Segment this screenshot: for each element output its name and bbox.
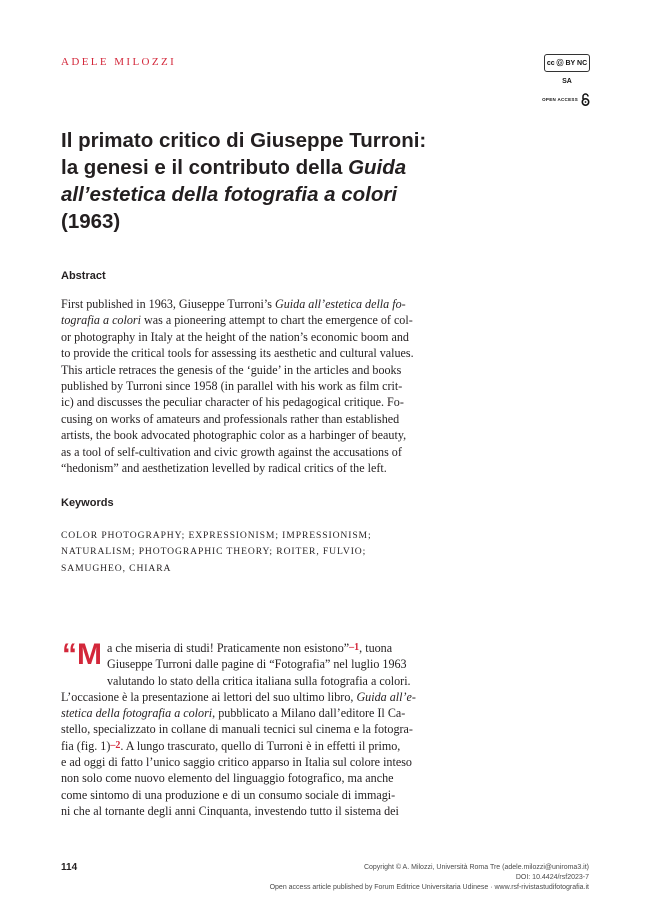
body-line: valutando lo stato della critica italiana sulla fotografia a colori. [107,673,411,688]
footer-info [270,863,589,893]
title-line-1: Il primato critico di Giuseppe Turroni: [61,129,427,152]
footer-doi[interactable]: DOI: 10.4424/rsf2023-7 [515,874,589,881]
body-line [61,738,465,754]
abstract-line: to provide the critical tools for assessing its aesthetic and cultural values. [61,346,414,361]
footer-publisher[interactable]: Open access article published by Forum Editrice Universitaria Udinese · www.rsf-rivistastudifotografia.it [269,884,589,891]
body-line: stello, specializzato in collane di manuali tecnici sul cinema e la fotogra- [61,722,413,737]
body-line: ni che al tornante degli anni Cinquanta, investendo tutto il sistema dei [61,803,399,818]
body-line: Giuseppe Turroni dalle pagine di “Fotografia” nel luglio 1963 [107,657,407,672]
body-line: L’occasione è la presentazione ai lettori del suo ultimo libro, Guida all’e- [61,689,416,704]
abstract-line: published by Turroni since 1958 (in parallel with his work as film crit- [61,379,403,394]
abstract-line: or photography in Italy at the height of the nation’s economic boom and [61,329,409,344]
open-access-lock-icon [581,93,590,106]
book-title-italic: Guida all’estetica della fo- [275,297,406,311]
body-line: e ad oggi di fatto l’unico saggio critico apparso in Italia sul colore inteso [61,755,412,770]
open-access-label: OPEN ACCESS [542,97,578,102]
abstract-line: “hedonism” and aesthetization levelled by radical critics of the left. [61,461,387,476]
abstract-line: First published in 1963, Giuseppe Turroni’s Guida all’estetica della fo- [61,297,406,311]
book-title-italic: stetica della fotografia a colori [61,706,213,721]
body-line: come sintomo di una produzione e di un consumo sociale di immagi- [61,787,396,802]
cc-license-badge[interactable]: cc Ⓖ BY NC SA [544,54,590,72]
page-number: 114 [61,862,78,873]
article-title [61,127,481,235]
open-access-row [542,93,590,106]
body-line: stetica della fotografia a colori, pubblicato a Milano dall’editore Il Ca- [61,706,406,721]
title-line-3: all’estetica della fotografia a colori [61,183,398,206]
abstract-line: artists, the book advocated photographic color as a harbinger of beauty, [61,428,407,443]
title-line-4: (1963) [61,210,121,233]
keywords-line: COLOR PHOTOGRAPHY; EXPRESSIONISM; IMPRESSIONISM; [61,530,372,541]
body-line-tail: , tuona [359,641,393,655]
abstract-line: tografia a colori was a pioneering attempt to chart the emergence of col- [61,313,413,328]
book-title-italic: Guida all’e- [356,689,416,704]
abstract-body [61,296,465,476]
footer-copyright: Copyright © A. Milozzi, Università Roma Tre (adele.milozzi@uniroma3.it) [363,864,589,871]
keywords-list [61,528,465,577]
body-line-tail: . A lungo trascurato, quello di Turroni è in effetti il primo, [120,738,401,753]
title-line-2 [61,154,481,181]
abstract-line: ic) and discusses the peculiar character of his pedagogical critique. Fo- [61,395,404,410]
keywords-line: SAMUGHEO, CHIARA [61,562,172,574]
book-title-italic: tografia a colori [61,313,141,328]
body-line-text: a che miseria di studi! Praticamente non esistono” [107,641,350,655]
abstract-line: cusing on works of amateurs and professionals rather than established [61,411,400,426]
title-line-2-italic: Guida [348,156,407,179]
abstract-heading: Abstract [61,270,106,282]
abstract-line: This article retraces the genesis of the ‘guide’ in the articles and books [61,362,402,377]
body-line [61,640,465,656]
title-line-2-text: la genesi e il contributo della [61,156,349,179]
body-line: non solo come nuovo elemento del linguaggio fotografico, ma anche [61,771,394,786]
license-badges [542,54,590,106]
drop-cap: “M [62,638,102,671]
keywords-line: NATURALISM; PHOTOGRAPHIC THEORY; ROITER, FULVIO; [61,546,367,558]
body-line-text: fia (fig. 1) [61,738,111,753]
footnote-ref-2[interactable]: –2 [110,739,121,751]
abstract-line: as a tool of self-cultivation and civic growth against the accusations of [61,444,402,459]
author-name: ADELE MILOZZI [61,56,177,68]
body-paragraph [61,640,465,819]
keywords-heading: Keywords [61,497,114,509]
footnote-ref-1[interactable]: –1 [349,642,360,653]
